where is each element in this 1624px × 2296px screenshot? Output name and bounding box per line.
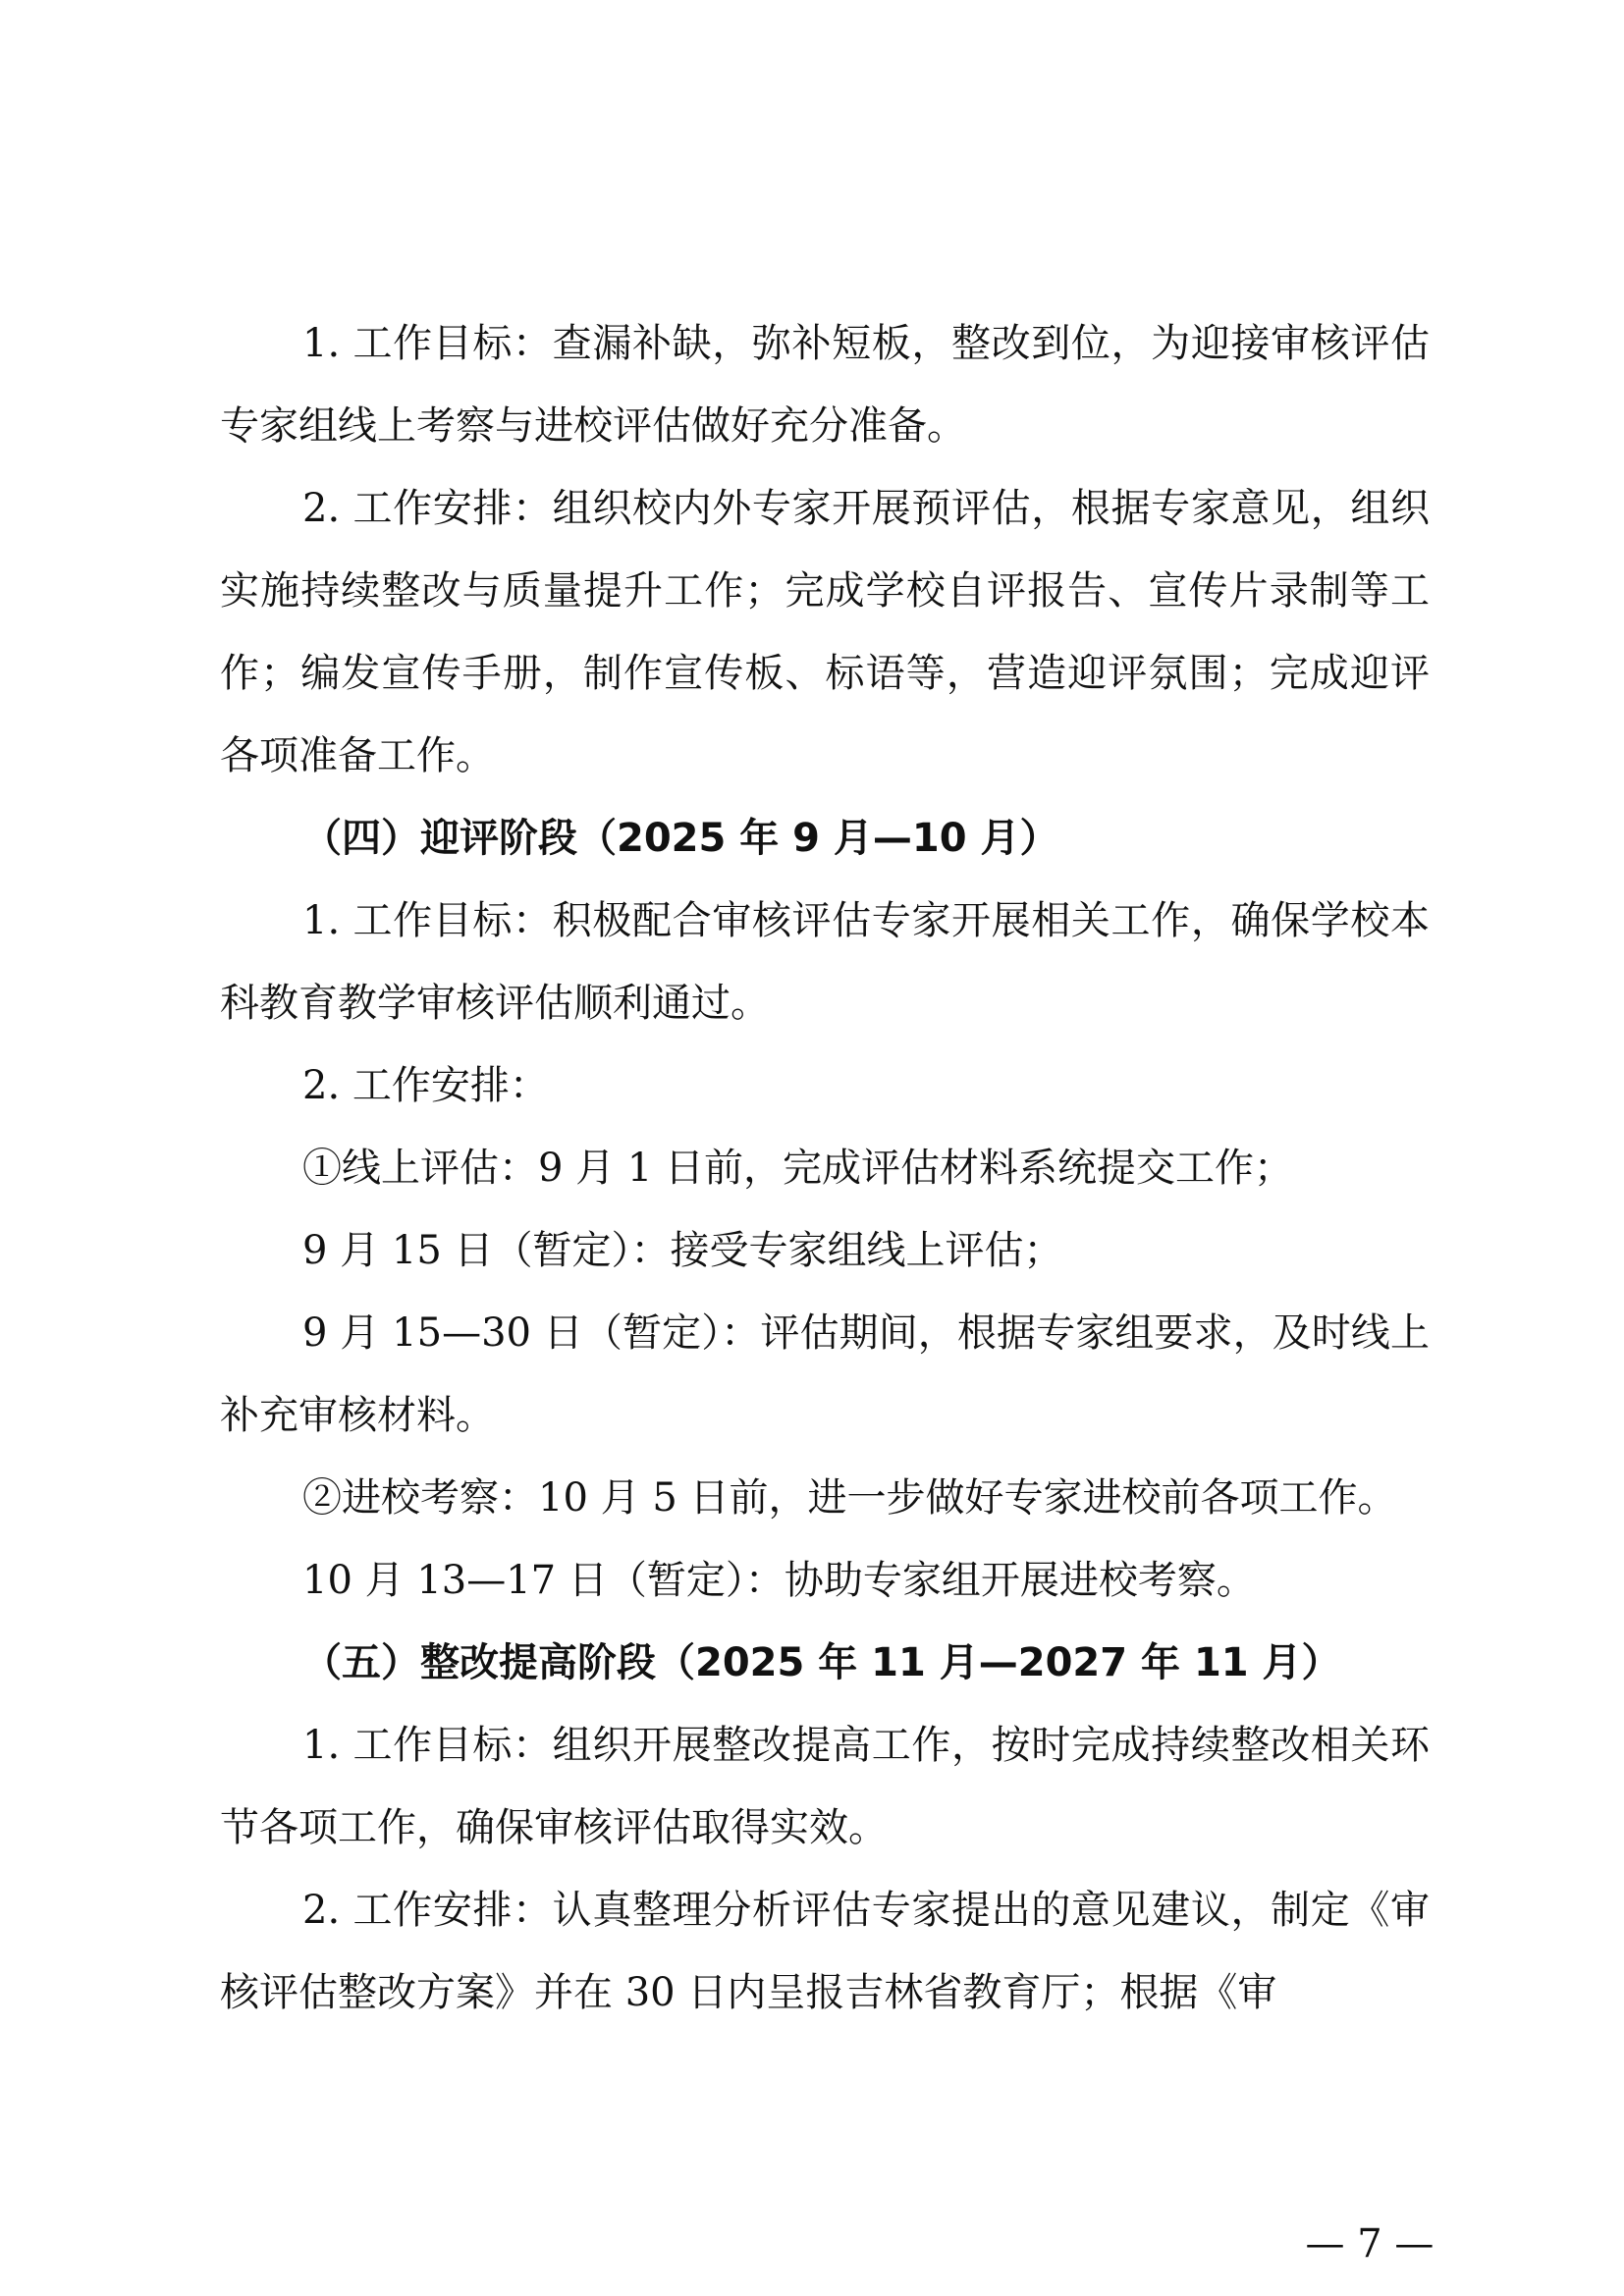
paragraph-campus-inspection-date: 10 月 13—17 日（暂定）：协助专家组开展进校考察。 — [302, 1558, 1256, 1603]
paragraph-evaluation-arrangement-title: 2. 工作安排： — [302, 1063, 549, 1108]
section-heading-evaluation-stage: （四）迎评阶段（2025 年 9 月—10 月） — [302, 816, 1059, 861]
page-number: — 7 — — [1305, 2221, 1435, 2267]
body-text — [220, 302, 1430, 2034]
paragraph-work-arrangement: 2. 工作安排：组织校内外专家开展预评估，根据专家意见，组织实施持续整改与质量提升工作；完成学校自评报告、宣传片录制等工作；编发宣传手册，制作宣传板、标语等，营造迎评氛围；完成迎评各项准备工作。 — [220, 486, 1430, 778]
paragraph-evaluation-goal: 1. 工作目标：积极配合审核评估专家开展相关工作，确保学校本科教育教学审核评估顺利通过。 — [220, 898, 1430, 1026]
paragraph-work-goal: 1. 工作目标：查漏补缺，弥补短板，整改到位，为迎接审核评估专家组线上考察与进校评估做好充分准备。 — [220, 321, 1430, 449]
paragraph-improvement-arrangement: 2. 工作安排：认真整理分析评估专家提出的意见建议，制定《审核评估整改方案》并在 30 日内呈报吉林省教育厅；根据《审 — [220, 1888, 1430, 2015]
paragraph-campus-inspection: ②进校考察：10 月 5 日前，进一步做好专家进校前各项工作。 — [302, 1475, 1397, 1521]
section-heading-improvement-stage: （五）整改提高阶段（2025 年 11 月—2027 年 11 月） — [302, 1640, 1341, 1685]
paragraph-online-review-date: 9 月 15 日（暂定）：接受专家组线上评估； — [302, 1228, 1063, 1273]
paragraph-improvement-goal: 1. 工作目标：组织开展整改提高工作，按时完成持续整改相关环节各项工作，确保审核评估取得实效。 — [220, 1723, 1430, 1850]
paragraph-online-review-period: 9 月 15—30 日（暂定）：评估期间，根据专家组要求，及时线上补充审核材料。 — [220, 1310, 1430, 1438]
paragraph-online-evaluation: ①线上评估：9 月 1 日前，完成评估材料系统提交工作； — [302, 1146, 1294, 1191]
